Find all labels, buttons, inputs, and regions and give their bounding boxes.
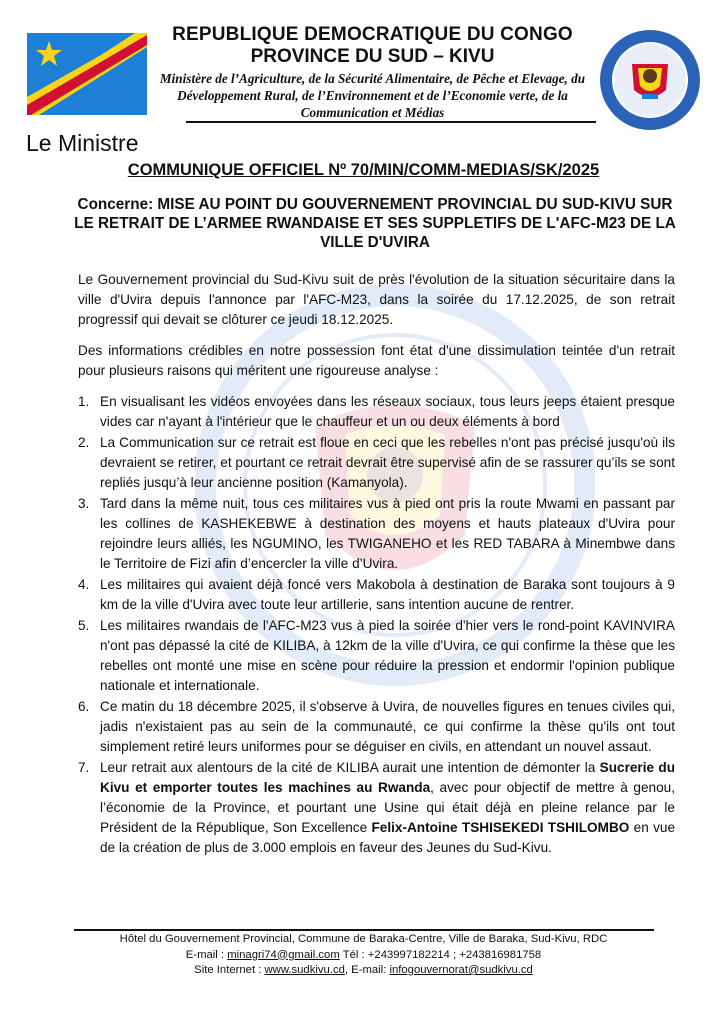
- footer: [0, 932, 727, 979]
- reasons-list: [78, 392, 675, 858]
- communique-title: COMMUNIQUE OFFICIEL Nº 70/MIN/COMM-MEDIAS/SK/2025: [127, 161, 600, 179]
- province-seal-icon: [598, 28, 702, 132]
- footer-divider: [74, 929, 654, 931]
- ministry-name: Ministère de l’Agriculture, de la Sécurité Alimentaire, de Pêche et Elevage, du Développement Rural, de l’Environnement et de l’Economie verte, de la Communication et Médias: [159, 71, 586, 120]
- intro-paragraph: Le Gouvernement provincial du Sud-Kivu suit de près l'évolution de la situation sécuritaire dans la ville d'Uvira depuis l'annonce par l'AFC-M23, dans la soirée du 17.12.2025, de son retrait progressif qui devait se clôturer ce jeudi 18.12.2025.: [78, 272, 675, 327]
- list-item: 2. La Communication sur ce retrait est floue en ceci que les rebelles n'ont pas précisé jusqu'où ils devraient se retirer, et pourtant ce retrait devrait être supervisé afin de se rassurer qu’ils se sont repliés jusqu’à leur ancienne position (Kamanyola).: [78, 435, 675, 490]
- email2-link[interactable]: infogouvernorat@sudkivu.cd: [389, 964, 533, 976]
- email-link[interactable]: minagri74@gmail.com: [227, 948, 340, 961]
- drc-flag-icon: [27, 33, 147, 115]
- footer-web: Site Internet : www.sudkivu.cd, E-mail: infogouvernorat@sudkivu.cd: [194, 964, 533, 976]
- website-link[interactable]: www.sudkivu.cd: [264, 964, 345, 976]
- list-item: 3. Tard dans la même nuit, tous ces militaires vus à pied ont pris la route Mwami en passant par les collines de KASHEKEBWE à destination des moyens et hauts plateaux d'Uvira pour rejoindre leurs alliés, les NGUMINO, les TWIGANEHO et les RED TABARA à Minembwe dans le Territoire de Fizi afin d’encercler la ville d’Uvira.: [78, 496, 675, 571]
- signatory-title: Le Ministre: [26, 130, 139, 156]
- footer-contact: E-mail : minagri74@gmail.com Tél : +243997182214 ; +243816981758: [185, 948, 542, 961]
- header-divider: [186, 121, 596, 123]
- list-item: 5. Les militaires rwandais de l'AFC-M23 vus à pied la soirée d'hier vers le rond-point KAVINVIRA n'ont pas dépassé la cité de KILIBA, à 12km de la ville d'Uvira, ce qui confirme la thèse que les rebelles ont monté une mise en scène pour réduire la pression et endormir l'opinion publique nationale et internationale.: [78, 618, 675, 693]
- analysis-paragraph: Des informations crédibles en notre possession font état d'une dissimulation teintée d'un retrait pour plusieurs raisons qui méritent une rigoureuse analyse :: [78, 343, 675, 378]
- communique-body: [78, 270, 675, 859]
- list-item: 1. En visualisant les vidéos envoyées dans les réseaux sociaux, tous leurs jeeps étaient presque vides car n'ayant à l'intérieur que le chauffeur et un ou deux éléments à bord: [78, 394, 675, 429]
- list-item: 7. Leur retrait aux alentours de la cité de KILIBA aurait une intention de démonter la Sucrerie du Kivu et emporter toutes les machines au Rwanda, avec pour objectif de mettre à genou, l’économie de la Province, et pourtant une Usine qui était déjà en pleine relance par le Président de la République, Son Excellence Felix-Antoine TSHISEKEDI TSHILOMBO en vue de la création de plus de 3.000 emplois en faveur des Jeunes du Sud-Kivu.: [78, 760, 676, 855]
- letterhead: [150, 24, 595, 121]
- country-name: REPUBLIQUE DEMOCRATIQUE DU CONGO: [172, 24, 573, 45]
- subject-line: Concerne: MISE AU POINT DU GOUVERNEMENT PROVINCIAL DU SUD-KIVU SUR LE RETRAIT DE L’ARMEE RWANDAISE ET SES SUPPLETIFS DE L'AFC-M23 DE LA VILLE D'UVIRA: [74, 196, 676, 251]
- list-item: 6. Ce matin du 18 décembre 2025, il s'observe à Uvira, de nouvelles figures en tenues civiles qui, jadis n'existaient pas au sein de la communauté, ce qui confirme la thèse qu'ils ont tout simplement retiré leurs uniformes pour se déguiser en civils, en attendant un nouvel assaut.: [78, 699, 675, 754]
- footer-address: Hôtel du Gouvernement Provincial, Commune de Baraka-Centre, Ville de Baraka, Sud-Kivu, RDC: [119, 933, 608, 945]
- list-item: 4. Les militaires qui avaient déjà foncé vers Makobola à destination de Baraka sont toujours à 9 km de la ville d'Uvira avec toute leur artillerie, sans intention aucune de rentrer.: [78, 577, 675, 612]
- province-name: PROVINCE DU SUD – KIVU: [250, 46, 495, 67]
